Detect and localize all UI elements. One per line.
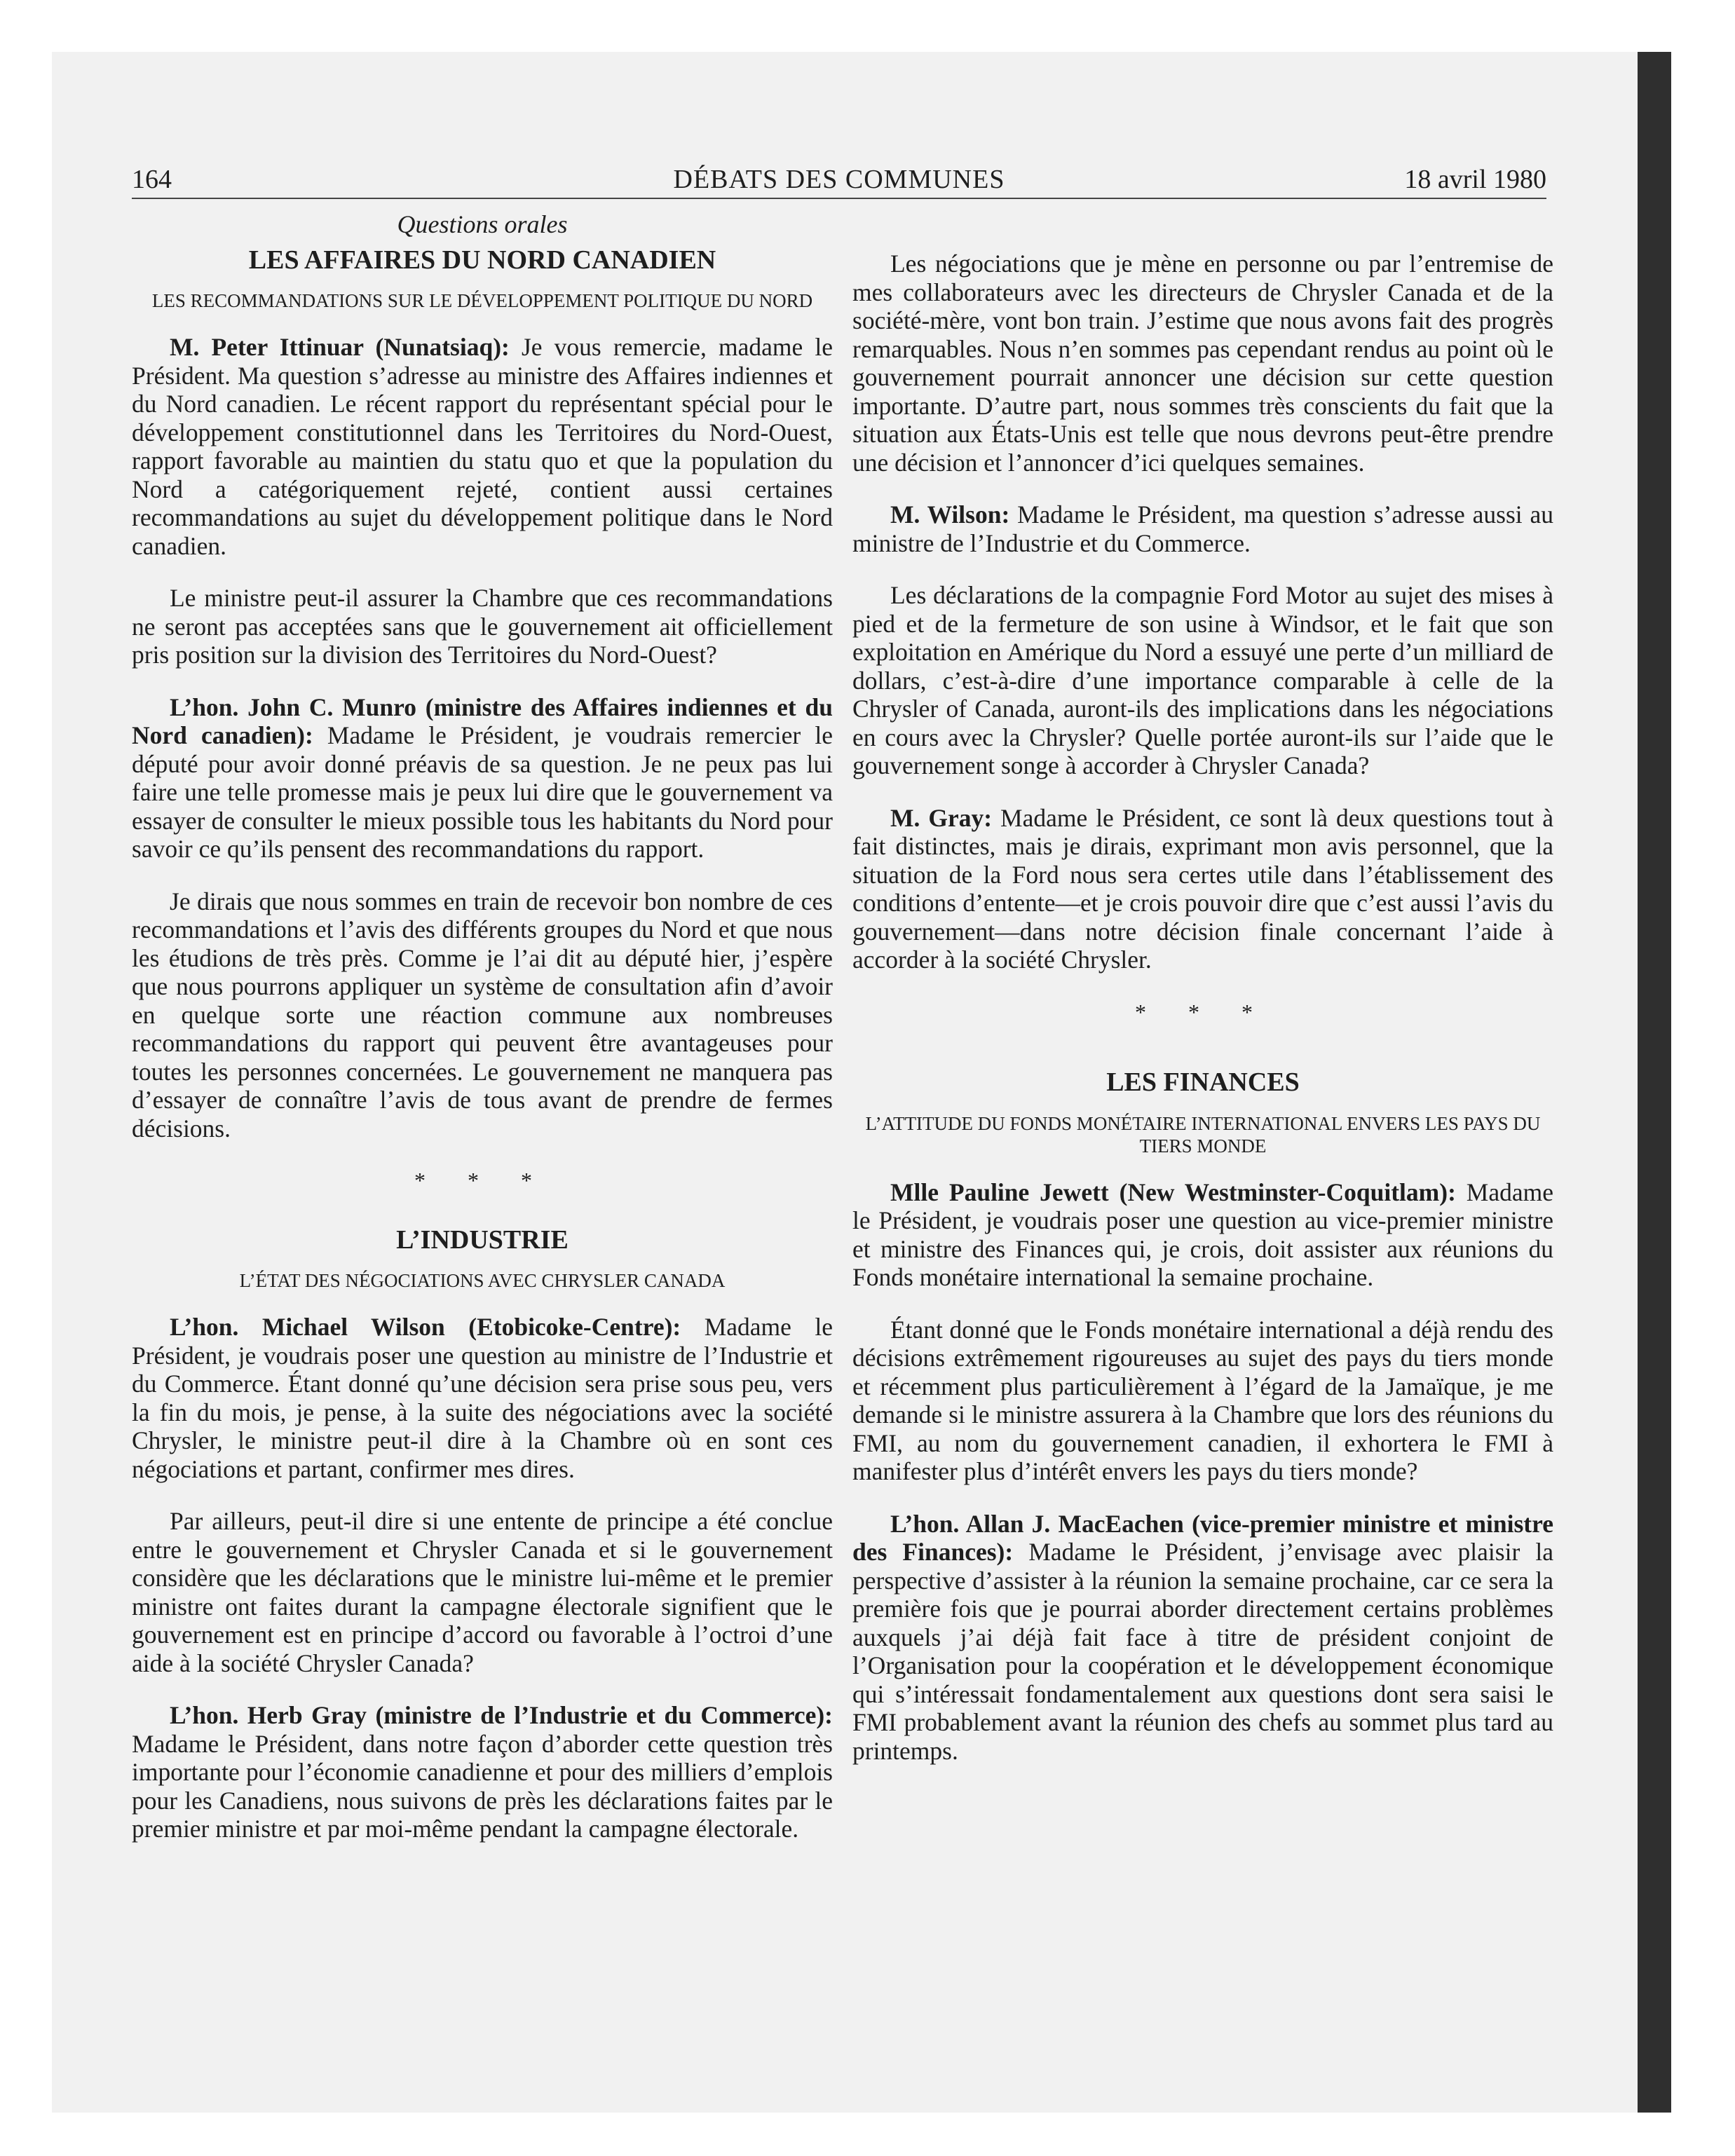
speech-text: Je vous remercie, madame le Président. Ma question s’adresse au ministre des Affaires indiennes et du Nord canadien. Le récent rapport du représentant spécial pour le développement constitutionnel dans les Territoires du Nord-Ouest, rapport favorable au maintien du statu quo et que la population du Nord a catégoriquement rejeté, contient aussi certaines recommandations au sujet du développement politique dans le Nord canadien. [132,333,833,560]
paragraph [852,500,1553,557]
section-subheading-nord: LES RECOMMANDATIONS SUR LE DÉVELOPPEMENT POLITIQUE DU NORD [151,290,813,311]
page-header [132,158,1546,199]
paragraph: Par ailleurs, peut-il dire si une entente de principe a été conclue entre le gouvernement et Chrysler Canada et si le gouvernement considère que les déclarations que le ministre lui-même et le premier ministre ont faites durant la campagne électorale signifient que le gouvernement est en principe d’accord ou favorable à l’octroi d’une aide à la société Chrysler Canada? [132,1507,833,1677]
paragraph [132,333,833,560]
section-separator: * * * [1135,999,1271,1025]
page-number: 164 [132,165,172,194]
speech-text: Madame le Président, j’envisage avec plaisir la perspective d’assister à la réunion la semaine prochaine, car ce sera la première fois que je pourrai aborder directement certains problèmes auxquels j’ai déjà fait face à titre de président conjoint de l’Organisation pour la coopération et le développement économique qui s’intéressait fondamentalement aux questions dont sera saisi le FMI probablement avant la réunion des chefs au sommet plus tard au printemps. [852,1538,1553,1765]
speech-text: Madame le Président, ma question s’adresse aussi au ministre de l’Industrie et du Commerce. [852,500,1553,557]
paragraph: Je dirais que nous sommes en train de recevoir bon nombre de ces recommandations et l’avis des différents groupes du Nord et que nous les étudions de très près. Comme je l’ai dit au député hier, j’espère que nous pourrons appliquer un système de consultation afin d’avoir en quelque sorte une réaction commune aux nombreuses recommandations du rapport qui peuvent être avantageuses pour toutes les personnes concernées. Le gouvernement ne manquera pas d’essayer de connaître l’avis de tous avant de prendre de fermes décisions. [132,887,833,1142]
section-separator: * * * [414,1168,550,1193]
paragraph [132,693,833,864]
speech-text: Madame le Président, je voudrais poser une question au vice-premier ministre et ministre des Finances qui, je crois, doit assister aux réunions du Fonds monétaire international la semaine prochaine. [852,1178,1553,1291]
speaker-name: Mlle Pauline Jewett (New Westminster-Coquitlam): [890,1178,1456,1206]
left-column [132,210,833,1867]
speech-text: Madame le Président, dans notre façon d’aborder cette question très importante pour l’économie canadienne et pour des milliers d’emplois pour les Canadiens, nous suivons de près les déclarations faites par le premier ministre et par moi-même pendant la campagne électorale. [132,1729,833,1843]
paragraph [132,1313,833,1483]
speaker-name: M. Wilson: [890,500,1010,528]
scan-edge-shadow [1638,52,1671,2113]
page-date: 18 avril 1980 [1404,165,1546,194]
speech-text: Madame le Président, ce sont là deux questions tout à fait distinctes, mais je dirais, exprimant mon avis personnel, que la situation de la Ford nous sera certes utile dans l’établissement des conditions d’entente—et je crois pouvoir dire que c’est aussi l’avis du gouvernement—dans notre décision finale concernant l’aide à accorder à la société Chrysler. [852,803,1553,974]
paragraph [132,1701,833,1843]
speaker-name: L’hon. John C. Munro (ministre des Affaires indiennes et du Nord canadien): [132,692,833,749]
paragraph: Le ministre peut-il assurer la Chambre que ces recommandations ne seront pas acceptées sans que le gouvernement ait officiellement pris position sur la division des Territoires du Nord-Ouest? [132,584,833,669]
section-subheading-industrie: L’ÉTAT DES NÉGOCIATIONS AVEC CHRYSLER CANADA [239,1270,726,1291]
right-column [852,210,1553,1789]
speaker-name: L’hon. Herb Gray (ministre de l’Industrie et du Commerce): [170,1701,833,1729]
section-heading-industrie: L’INDUSTRIE [396,1224,569,1255]
section-subheading-finances: L’ATTITUDE DU FONDS MONÉTAIRE INTERNATIONAL ENVERS LES PAYS DU TIERS MONDE [865,1112,1541,1157]
speech-text: Madame le Président, je voudrais poser une question au ministre de l’Industrie et du Commerce. Étant donné qu’une décision sera prise sous peu, vers la fin du mois, je pense, à la suite des négociations avec la société Chrysler, le ministre peut-il dire à la Chambre où en sont ces négociations et partant, confirmer mes dires. [132,1313,833,1483]
speech-text: Madame le Président, je voudrais remercier le député pour avoir donné préavis de sa question. Je ne peux pas lui faire une telle promesse mais je peux lui dire que le gouvernement va essayer de consulter le mieux possible tous les habitants du Nord pour savoir ce qu’ils pensent des recommandations du rapport. [132,721,834,863]
speaker-name: M. Gray: [890,803,993,832]
paragraph: Les déclarations de la compagnie Ford Motor au sujet des mises à pied et de la fermeture de son usine à Windsor, et le fait que son exploitation en Amérique du Nord a essuyé une perte d’un milliard de dollars, c’est-à-dire d’une importance comparable à celle de la Chrysler of Canada, auront-ils des implications dans les négociations en cours avec la Chrysler? Quelle portée auront-ils sur l’aide que le gouvernement songe à accorder à Chrysler Canada? [852,581,1553,779]
speaker-name: L’hon. Michael Wilson (Etobicoke-Centre): [170,1313,681,1341]
paragraph: Les négociations que je mène en personne ou par l’entremise de mes collaborateurs avec les directeurs de Chrysler Canada et de la société-mère, vont bon train. J’estime que nous avons fait des progrès remarquables. Nous n’en sommes pas cependant rendus au point où le gouvernement pourrait annoncer une décision sur cette question importante. D’autre part, nous sommes très conscients du fait que la situation aux États-Unis est telle que nous devrons peut-être prendre une décision et l’annoncer d’ici quelques semaines. [852,250,1553,477]
paragraph [852,804,1553,974]
speaker-name: M. Peter Ittinuar (Nunatsiaq): [170,333,510,361]
speaker-name: L’hon. Allan J. MacEachen (vice-premier ministre et ministre des Finances): [852,1509,1553,1566]
rubric: Questions orales [397,210,568,238]
section-heading-finances: LES FINANCES [1106,1067,1300,1097]
journal-title: DÉBATS DES COMMUNES [673,165,1005,194]
section-heading-nord: LES AFFAIRES DU NORD CANADIEN [248,245,716,275]
paragraph [852,1178,1553,1292]
paragraph: Étant donné que le Fonds monétaire international a déjà rendu des décisions extrêmement rigoureuses au sujet des pays du tiers monde et récemment plus particulièrement à l’égard de la Jamaïque, je me demande si le ministre assurera à la Chambre que lors des réunions du FMI, au nom du gouvernement canadien, il exhortera le FMI à manifester plus d’intérêt envers les pays du tiers monde? [852,1315,1553,1485]
paragraph [852,1510,1553,1766]
